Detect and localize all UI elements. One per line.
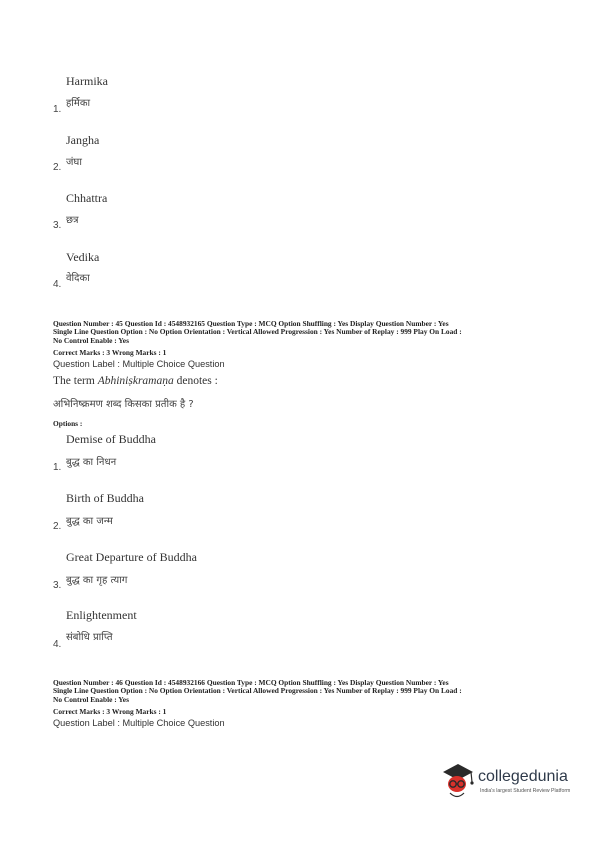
q45-marks: Correct Marks : 3 Wrong Marks : 1 [53, 348, 167, 357]
q45-meta [53, 320, 553, 345]
q44-option-4-number: 4. [53, 279, 62, 290]
q45-option-4-english: Enlightenment [66, 608, 137, 622]
q45-option-3-hindi: बुद्ध का गृह त्याग [66, 575, 128, 586]
q45-question-text-hindi: अभिनिष्क्रमण शब्द किसका प्रतीक है ? [53, 399, 194, 410]
q44-option-2-number: 2. [53, 162, 62, 173]
q45-meta-line-3: No Control Enable : Yes [53, 335, 129, 345]
q46-meta-line-3: No Control Enable : Yes [53, 694, 129, 704]
q45-question-text [53, 375, 218, 387]
q45-options-heading: Options : [53, 419, 83, 428]
q44-option-1-number: 1. [53, 104, 62, 115]
q44-option-1-english: Harmika [66, 74, 108, 88]
q44-option-4-hindi: वेदिका [66, 273, 90, 284]
q45-meta-line-2: Single Line Question Option : No Option Orientation : Vertical Allowed Progression : Yes Number of Replay : 999 Play On Load : [53, 327, 462, 337]
q46-meta [53, 679, 553, 704]
q45-option-1-number: 1. [53, 462, 62, 473]
graduate-mascot-icon [440, 760, 476, 802]
q46-question-label: Question Label : Multiple Choice Question [53, 718, 225, 728]
q44-option-3-english: Chhattra [66, 191, 108, 205]
logo-tagline: India's largest Student Review Platform [480, 788, 571, 794]
q44-option-1-hindi: हर्मिका [66, 98, 91, 109]
q45-text-suffix: denotes : [173, 375, 218, 387]
q46-meta-line-2: Single Line Question Option : No Option Orientation : Vertical Allowed Progression : Yes Number of Replay : 999 Play On Load : [53, 686, 462, 696]
q45-text-term: Abhiniṣkramaṇa [97, 375, 174, 387]
q45-option-1-hindi: बुद्ध का निधन [66, 457, 117, 468]
collegedunia-logo [440, 760, 580, 805]
q46-meta-line-1: Question Number : 46 Question Id : 4548932166 Question Type : MCQ Option Shuffling : Yes Display Question Number : Yes [53, 678, 449, 687]
q44-option-4-english: Vedika [66, 250, 100, 264]
q45-option-4-hindi: संबोधि प्राप्ति [66, 632, 113, 643]
q45-option-3-number: 3. [53, 580, 62, 591]
q45-option-1-english: Demise of Buddha [66, 432, 156, 446]
q44-option-2-hindi: जंघा [66, 157, 82, 168]
q44-option-3-number: 3. [53, 220, 62, 231]
q45-option-2-english: Birth of Buddha [66, 491, 144, 505]
q45-option-2-hindi: बुद्ध का जन्म [66, 516, 113, 527]
q44-option-2-english: Jangha [66, 133, 100, 147]
q45-question-label: Question Label : Multiple Choice Question [53, 359, 225, 369]
q45-meta-line-1: Question Number : 45 Question Id : 4548932165 Question Type : MCQ Option Shuffling : Yes Display Question Number : Yes [53, 319, 449, 328]
logo-wordmark: collegedunia [478, 768, 568, 785]
q45-option-4-number: 4. [53, 639, 62, 650]
q44-option-3-hindi: छत्र [66, 215, 79, 226]
q45-text-prefix: The term [53, 375, 98, 387]
q46-marks: Correct Marks : 3 Wrong Marks : 1 [53, 707, 167, 716]
q45-option-2-number: 2. [53, 521, 62, 532]
q45-option-3-english: Great Departure of Buddha [66, 550, 197, 564]
